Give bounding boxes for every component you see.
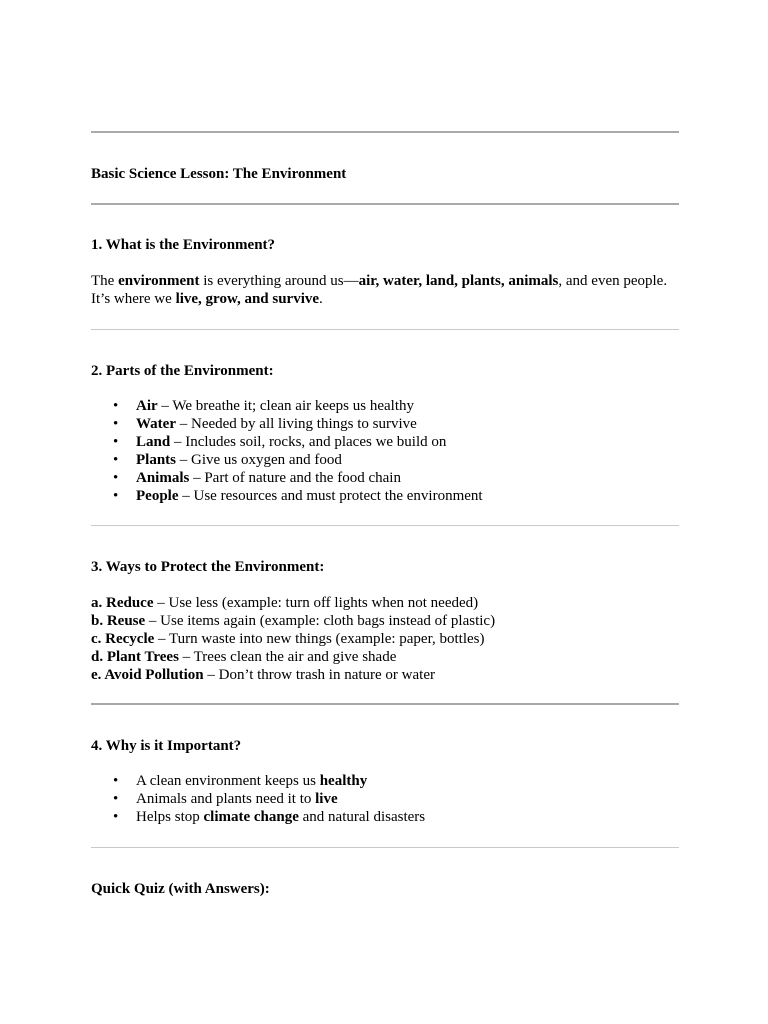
item-text: A clean environment keeps us [136, 773, 320, 789]
item-description: – Includes soil, rocks, and places we build on [170, 434, 447, 450]
list-item [91, 630, 679, 648]
item-label: e. Avoid Pollution [91, 667, 204, 683]
list-item [91, 808, 679, 826]
section1-heading: 1. What is the Environment? [91, 237, 276, 253]
section2-heading: 2. Parts of the Environment: [91, 363, 274, 379]
bullet-icon: • [113, 452, 119, 468]
bullet-icon: • [113, 488, 119, 504]
item-text: Helps stop [136, 809, 204, 825]
list-item [91, 433, 679, 451]
bullet-icon: • [113, 416, 119, 432]
list-item [91, 790, 679, 808]
importance-list [91, 772, 679, 826]
item-description: – Turn waste into new things (example: paper, bottles) [154, 631, 485, 647]
list-item [91, 487, 679, 505]
list-item [91, 397, 679, 415]
item-description: – Use items again (example: cloth bags instead of plastic) [145, 613, 496, 629]
section3-heading: 3. Ways to Protect the Environment: [91, 559, 325, 575]
item-description: – Give us oxygen and food [176, 452, 342, 468]
document-title: Basic Science Lesson: The Environment [91, 166, 347, 182]
term-environment: environment [118, 273, 200, 289]
item-description: – Don’t throw trash in nature or water [203, 667, 435, 683]
item-text: and natural disasters [298, 809, 426, 825]
item-term: Land [136, 434, 171, 450]
section1-paragraph: The environment is everything around us—air, water, land, plants, animals, and even people. It’s where we live, grow, and survive. [91, 273, 668, 307]
item-description: – Trees clean the air and give shade [178, 649, 397, 665]
section4-heading: 4. Why is it Important? [91, 738, 242, 754]
item-description: – Use resources and must protect the environment [178, 488, 483, 504]
item-term: Air [136, 398, 158, 414]
item-description: – We breathe it; clean air keeps us healthy [157, 398, 415, 414]
item-description: – Part of nature and the food chain [189, 470, 401, 486]
item-description: – Use less (example: turn off lights when not needed) [153, 595, 479, 611]
bullet-icon: • [113, 470, 119, 486]
bullet-icon: • [113, 809, 119, 825]
bullet-icon: • [113, 398, 119, 414]
list-item [91, 594, 679, 612]
item-term: Animals [136, 470, 190, 486]
item-term: Plants [136, 452, 177, 468]
list-item [91, 469, 679, 487]
bullet-icon: • [113, 791, 119, 807]
divider [91, 131, 679, 133]
item-label: a. Reduce [91, 595, 154, 611]
list-item [91, 648, 679, 666]
list-item [91, 415, 679, 433]
quiz-heading: Quick Quiz (with Answers): [91, 881, 270, 897]
item-text: Animals and plants need it to [136, 791, 316, 807]
divider [91, 329, 679, 330]
item-term: People [136, 488, 179, 504]
list-item [91, 772, 679, 790]
item-term: Water [136, 416, 176, 432]
parts-list [91, 397, 679, 505]
item-description: – Needed by all living things to survive [175, 416, 417, 432]
divider [91, 847, 679, 848]
item-emphasis: live [315, 791, 338, 807]
divider [91, 525, 679, 526]
list-item [91, 612, 679, 630]
item-emphasis: healthy [319, 773, 368, 789]
protect-list [91, 594, 679, 684]
list-item [91, 666, 679, 684]
bullet-icon: • [113, 434, 119, 450]
divider [91, 203, 679, 205]
item-label: c. Recycle [91, 631, 155, 647]
list-item [91, 451, 679, 469]
item-label: d. Plant Trees [91, 649, 179, 665]
item-label: b. Reuse [91, 613, 146, 629]
item-emphasis: climate change [203, 809, 299, 825]
bullet-icon: • [113, 773, 119, 789]
divider [91, 703, 679, 705]
